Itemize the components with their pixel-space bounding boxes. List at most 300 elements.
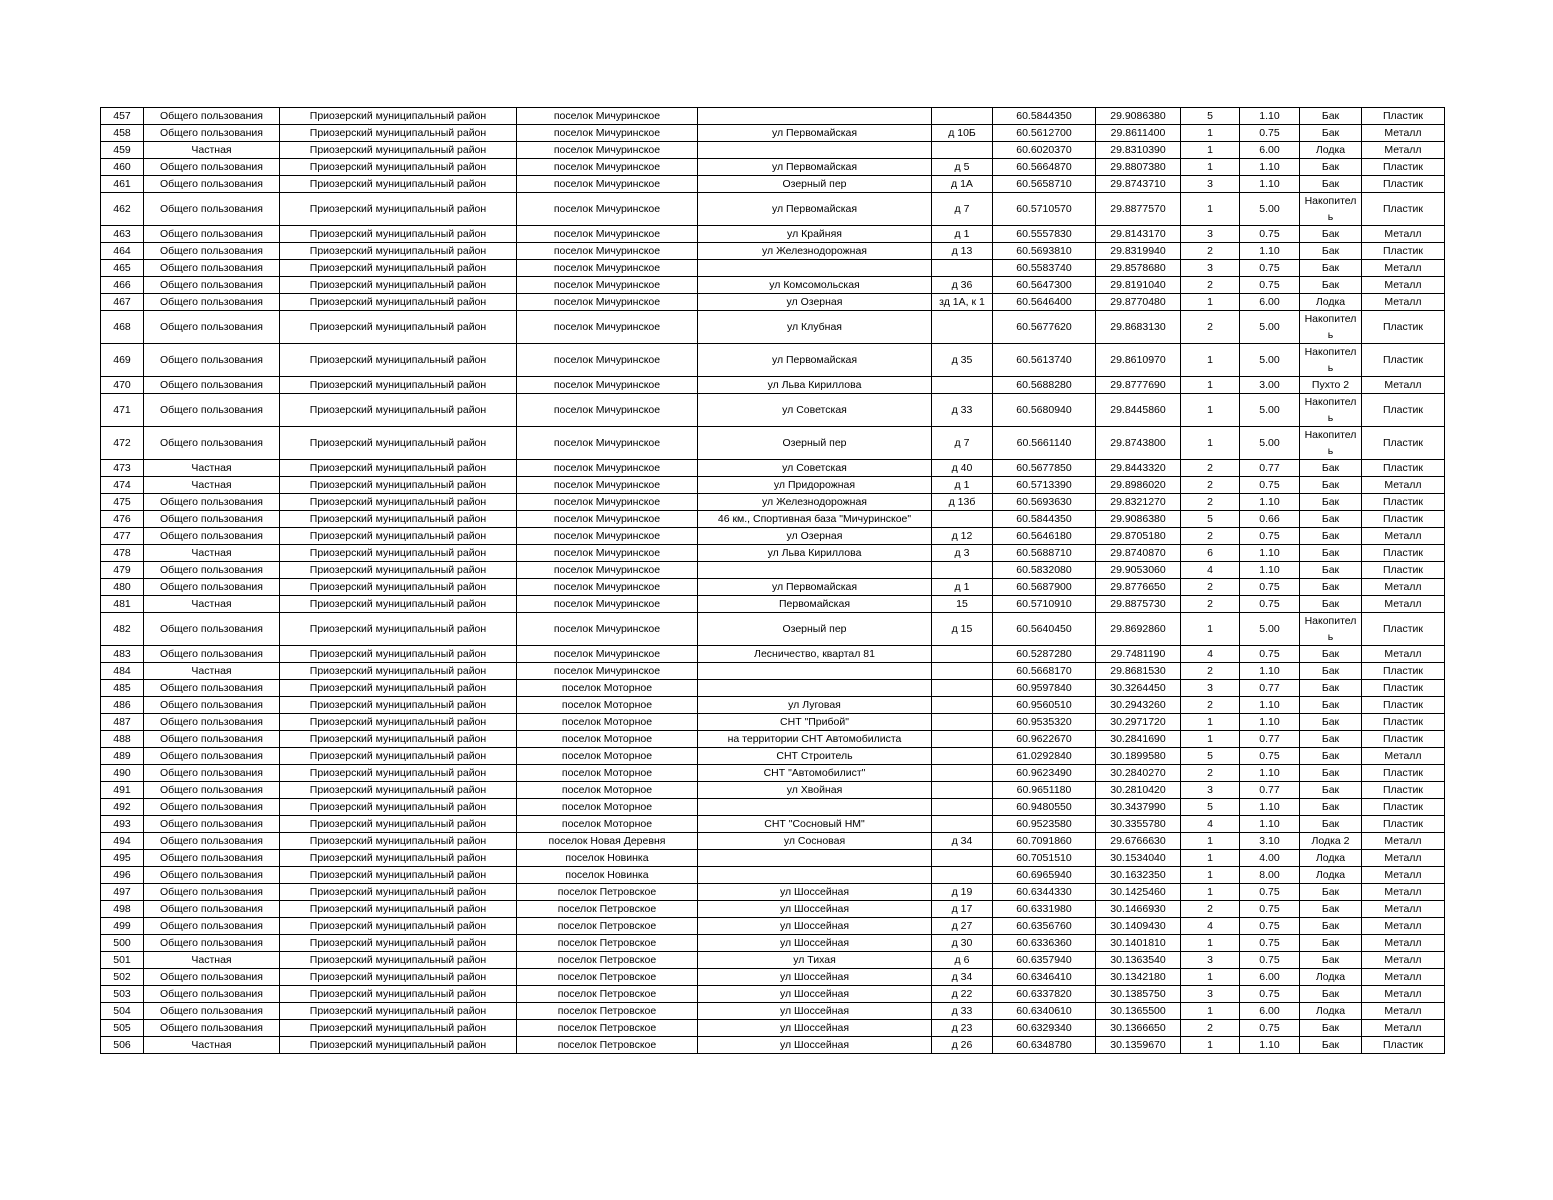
material-cell: Пластик <box>1362 193 1445 226</box>
house-cell: д 36 <box>932 277 993 294</box>
settlement-cell: поселок Мичуринское <box>517 528 698 545</box>
latitude-cell: 60.6344330 <box>993 884 1096 901</box>
row-number: 481 <box>101 596 144 613</box>
longitude-cell: 29.8740870 <box>1096 545 1181 562</box>
container-type-cell: Накопитель <box>1300 193 1362 226</box>
row-number: 461 <box>101 176 144 193</box>
ownership-cell: Общего пользования <box>144 646 280 663</box>
row-number: 479 <box>101 562 144 579</box>
settlement-cell: поселок Петровское <box>517 935 698 952</box>
longitude-cell: 30.2810420 <box>1096 782 1181 799</box>
settlement-cell: поселок Мичуринское <box>517 646 698 663</box>
district-cell: Приозерский муниципальный район <box>280 562 517 579</box>
ownership-cell: Общего пользования <box>144 260 280 277</box>
street-cell: ул Луговая <box>698 697 932 714</box>
longitude-cell: 30.1899580 <box>1096 748 1181 765</box>
ownership-cell: Общего пользования <box>144 969 280 986</box>
district-cell: Приозерский муниципальный район <box>280 952 517 969</box>
district-cell: Приозерский муниципальный район <box>280 277 517 294</box>
row-number: 498 <box>101 901 144 918</box>
latitude-cell: 60.5557830 <box>993 226 1096 243</box>
settlement-cell: поселок Мичуринское <box>517 596 698 613</box>
volume-cell: 5.00 <box>1240 613 1300 646</box>
volume-cell: 1.10 <box>1240 159 1300 176</box>
container-type-cell: Бак <box>1300 731 1362 748</box>
latitude-cell: 60.5677620 <box>993 311 1096 344</box>
ownership-cell: Общего пользования <box>144 901 280 918</box>
material-cell: Металл <box>1362 528 1445 545</box>
longitude-cell: 30.1363540 <box>1096 952 1181 969</box>
container-count-cell: 3 <box>1181 782 1240 799</box>
table-row <box>101 511 1445 528</box>
row-number: 462 <box>101 193 144 226</box>
material-cell: Металл <box>1362 748 1445 765</box>
district-cell: Приозерский муниципальный район <box>280 176 517 193</box>
row-number: 485 <box>101 680 144 697</box>
street-cell: ул Льва Кириллова <box>698 545 932 562</box>
ownership-cell: Общего пользования <box>144 986 280 1003</box>
house-cell: д 15 <box>932 613 993 646</box>
street-cell: ул Первомайская <box>698 344 932 377</box>
district-cell: Приозерский муниципальный район <box>280 935 517 952</box>
district-cell: Приозерский муниципальный район <box>280 427 517 460</box>
settlement-cell: поселок Новинка <box>517 850 698 867</box>
material-cell: Металл <box>1362 294 1445 311</box>
district-cell: Приозерский муниципальный район <box>280 884 517 901</box>
district-cell: Приозерский муниципальный район <box>280 918 517 935</box>
row-number: 495 <box>101 850 144 867</box>
settlement-cell: поселок Мичуринское <box>517 142 698 159</box>
row-number: 501 <box>101 952 144 969</box>
longitude-cell: 30.1366650 <box>1096 1020 1181 1037</box>
district-cell: Приозерский муниципальный район <box>280 816 517 833</box>
street-cell: ул Железнодорожная <box>698 243 932 260</box>
volume-cell: 0.75 <box>1240 748 1300 765</box>
table-row <box>101 579 1445 596</box>
container-type-cell: Бак <box>1300 646 1362 663</box>
longitude-cell: 29.8611400 <box>1096 125 1181 142</box>
table-row <box>101 545 1445 562</box>
row-number: 474 <box>101 477 144 494</box>
settlement-cell: поселок Мичуринское <box>517 176 698 193</box>
volume-cell: 0.75 <box>1240 528 1300 545</box>
street-cell: на территории СНТ Автомобилиста <box>698 731 932 748</box>
latitude-cell: 60.5688710 <box>993 545 1096 562</box>
street-cell: ул Первомайская <box>698 579 932 596</box>
container-count-cell: 1 <box>1181 1003 1240 1020</box>
container-count-cell: 1 <box>1181 159 1240 176</box>
ownership-cell: Общего пользования <box>144 579 280 596</box>
table-row <box>101 142 1445 159</box>
longitude-cell: 29.8743710 <box>1096 176 1181 193</box>
row-number: 483 <box>101 646 144 663</box>
district-cell: Приозерский муниципальный район <box>280 782 517 799</box>
street-cell <box>698 663 932 680</box>
container-count-cell: 1 <box>1181 427 1240 460</box>
house-cell <box>932 646 993 663</box>
longitude-cell: 30.1534040 <box>1096 850 1181 867</box>
material-cell: Пластик <box>1362 243 1445 260</box>
material-cell: Пластик <box>1362 731 1445 748</box>
house-cell <box>932 765 993 782</box>
house-cell: д 7 <box>932 427 993 460</box>
material-cell: Пластик <box>1362 176 1445 193</box>
table-row <box>101 394 1445 427</box>
street-cell: ул Хвойная <box>698 782 932 799</box>
table-row <box>101 901 1445 918</box>
settlement-cell: поселок Моторное <box>517 799 698 816</box>
latitude-cell: 60.7051510 <box>993 850 1096 867</box>
row-number: 489 <box>101 748 144 765</box>
volume-cell: 1.10 <box>1240 765 1300 782</box>
volume-cell: 0.75 <box>1240 579 1300 596</box>
house-cell: д 5 <box>932 159 993 176</box>
volume-cell: 1.10 <box>1240 714 1300 731</box>
ownership-cell: Общего пользования <box>144 714 280 731</box>
row-number: 463 <box>101 226 144 243</box>
container-type-cell: Бак <box>1300 226 1362 243</box>
latitude-cell: 60.9480550 <box>993 799 1096 816</box>
street-cell <box>698 562 932 579</box>
table-row <box>101 969 1445 986</box>
table-row <box>101 935 1445 952</box>
container-type-cell: Бак <box>1300 511 1362 528</box>
container-type-cell: Накопитель <box>1300 427 1362 460</box>
settlement-cell: поселок Новая Деревня <box>517 833 698 850</box>
latitude-cell: 60.6340610 <box>993 1003 1096 1020</box>
latitude-cell: 60.9560510 <box>993 697 1096 714</box>
table-row <box>101 125 1445 142</box>
container-type-cell: Бак <box>1300 680 1362 697</box>
volume-cell: 6.00 <box>1240 294 1300 311</box>
table-row <box>101 193 1445 226</box>
longitude-cell: 29.8692860 <box>1096 613 1181 646</box>
container-type-cell: Бак <box>1300 697 1362 714</box>
row-number: 469 <box>101 344 144 377</box>
table-row <box>101 646 1445 663</box>
container-type-cell: Бак <box>1300 782 1362 799</box>
container-count-cell: 1 <box>1181 935 1240 952</box>
container-count-cell: 2 <box>1181 311 1240 344</box>
ownership-cell: Общего пользования <box>144 935 280 952</box>
settlement-cell: поселок Моторное <box>517 697 698 714</box>
house-cell: д 13 <box>932 243 993 260</box>
container-count-cell: 2 <box>1181 901 1240 918</box>
container-count-cell: 1 <box>1181 731 1240 748</box>
material-cell: Металл <box>1362 596 1445 613</box>
settlement-cell: поселок Мичуринское <box>517 260 698 277</box>
longitude-cell: 29.8310390 <box>1096 142 1181 159</box>
street-cell: 46 км., Спортивная база "Мичуринское" <box>698 511 932 528</box>
district-cell: Приозерский муниципальный район <box>280 833 517 850</box>
volume-cell: 1.10 <box>1240 663 1300 680</box>
table-row <box>101 867 1445 884</box>
container-count-cell: 2 <box>1181 494 1240 511</box>
container-type-cell: Накопитель <box>1300 344 1362 377</box>
ownership-cell: Общего пользования <box>144 833 280 850</box>
longitude-cell: 30.3355780 <box>1096 816 1181 833</box>
table-row <box>101 477 1445 494</box>
house-cell <box>932 714 993 731</box>
container-count-cell: 3 <box>1181 260 1240 277</box>
table-row <box>101 176 1445 193</box>
row-number: 459 <box>101 142 144 159</box>
ownership-cell: Общего пользования <box>144 1003 280 1020</box>
volume-cell: 3.10 <box>1240 833 1300 850</box>
latitude-cell: 60.5713390 <box>993 477 1096 494</box>
container-count-cell: 2 <box>1181 663 1240 680</box>
volume-cell: 0.75 <box>1240 952 1300 969</box>
table-row <box>101 562 1445 579</box>
longitude-cell: 30.1401810 <box>1096 935 1181 952</box>
container-type-cell: Бак <box>1300 528 1362 545</box>
latitude-cell: 60.5640450 <box>993 613 1096 646</box>
street-cell: ул Придорожная <box>698 477 932 494</box>
material-cell: Пластик <box>1362 545 1445 562</box>
row-number: 457 <box>101 108 144 125</box>
material-cell: Металл <box>1362 850 1445 867</box>
material-cell: Пластик <box>1362 394 1445 427</box>
volume-cell: 0.66 <box>1240 511 1300 528</box>
street-cell: СНТ "Автомобилист" <box>698 765 932 782</box>
ownership-cell: Общего пользования <box>144 311 280 344</box>
house-cell: д 7 <box>932 193 993 226</box>
container-count-cell: 1 <box>1181 833 1240 850</box>
volume-cell: 0.75 <box>1240 277 1300 294</box>
container-type-cell: Лодка <box>1300 294 1362 311</box>
row-number: 471 <box>101 394 144 427</box>
district-cell: Приозерский муниципальный район <box>280 765 517 782</box>
street-cell: СНТ Строитель <box>698 748 932 765</box>
volume-cell: 1.10 <box>1240 816 1300 833</box>
ownership-cell: Общего пользования <box>144 562 280 579</box>
table-row <box>101 1037 1445 1054</box>
longitude-cell: 29.6766630 <box>1096 833 1181 850</box>
container-type-cell: Лодка <box>1300 969 1362 986</box>
settlement-cell: поселок Мичуринское <box>517 427 698 460</box>
container-type-cell: Бак <box>1300 952 1362 969</box>
house-cell: зд 1А, к 1 <box>932 294 993 311</box>
street-cell: Лесничество, квартал 81 <box>698 646 932 663</box>
longitude-cell: 29.9086380 <box>1096 511 1181 528</box>
district-cell: Приозерский муниципальный район <box>280 1037 517 1054</box>
volume-cell: 0.75 <box>1240 1020 1300 1037</box>
settlement-cell: поселок Мичуринское <box>517 579 698 596</box>
settlement-cell: поселок Петровское <box>517 918 698 935</box>
house-cell: д 23 <box>932 1020 993 1037</box>
ownership-cell: Общего пользования <box>144 867 280 884</box>
container-count-cell: 1 <box>1181 884 1240 901</box>
longitude-cell: 30.1409430 <box>1096 918 1181 935</box>
latitude-cell: 60.5583740 <box>993 260 1096 277</box>
settlement-cell: поселок Моторное <box>517 782 698 799</box>
container-count-cell: 1 <box>1181 344 1240 377</box>
material-cell: Металл <box>1362 986 1445 1003</box>
table-row <box>101 427 1445 460</box>
latitude-cell: 60.5710910 <box>993 596 1096 613</box>
longitude-cell: 30.2840270 <box>1096 765 1181 782</box>
container-count-cell: 1 <box>1181 394 1240 427</box>
material-cell: Пластик <box>1362 460 1445 477</box>
settlement-cell: поселок Мичуринское <box>517 511 698 528</box>
house-cell <box>932 850 993 867</box>
material-cell: Пластик <box>1362 1037 1445 1054</box>
volume-cell: 0.75 <box>1240 935 1300 952</box>
registry-table <box>100 107 1445 1054</box>
ownership-cell: Частная <box>144 460 280 477</box>
longitude-cell: 29.9086380 <box>1096 108 1181 125</box>
settlement-cell: поселок Петровское <box>517 884 698 901</box>
table-row <box>101 1020 1445 1037</box>
longitude-cell: 29.8321270 <box>1096 494 1181 511</box>
settlement-cell: поселок Мичуринское <box>517 545 698 562</box>
ownership-cell: Общего пользования <box>144 377 280 394</box>
volume-cell: 3.00 <box>1240 377 1300 394</box>
ownership-cell: Общего пользования <box>144 159 280 176</box>
longitude-cell: 29.8776650 <box>1096 579 1181 596</box>
district-cell: Приозерский муниципальный район <box>280 748 517 765</box>
container-type-cell: Бак <box>1300 816 1362 833</box>
container-type-cell: Бак <box>1300 494 1362 511</box>
container-count-cell: 5 <box>1181 511 1240 528</box>
row-number: 467 <box>101 294 144 311</box>
settlement-cell: поселок Мичуринское <box>517 477 698 494</box>
volume-cell: 0.75 <box>1240 901 1300 918</box>
ownership-cell: Общего пользования <box>144 494 280 511</box>
volume-cell: 0.75 <box>1240 884 1300 901</box>
latitude-cell: 60.6346410 <box>993 969 1096 986</box>
latitude-cell: 60.5646180 <box>993 528 1096 545</box>
settlement-cell: поселок Мичуринское <box>517 108 698 125</box>
table-row <box>101 277 1445 294</box>
longitude-cell: 29.8875730 <box>1096 596 1181 613</box>
latitude-cell: 60.5287280 <box>993 646 1096 663</box>
table-row <box>101 294 1445 311</box>
row-number: 475 <box>101 494 144 511</box>
container-count-cell: 3 <box>1181 986 1240 1003</box>
container-count-cell: 1 <box>1181 867 1240 884</box>
container-type-cell: Бак <box>1300 108 1362 125</box>
ownership-cell: Общего пользования <box>144 765 280 782</box>
material-cell: Пластик <box>1362 714 1445 731</box>
material-cell: Пластик <box>1362 108 1445 125</box>
house-cell: д 30 <box>932 935 993 952</box>
container-count-cell: 4 <box>1181 918 1240 935</box>
volume-cell: 5.00 <box>1240 344 1300 377</box>
latitude-cell: 60.9651180 <box>993 782 1096 799</box>
district-cell: Приозерский муниципальный район <box>280 986 517 1003</box>
longitude-cell: 30.1466930 <box>1096 901 1181 918</box>
ownership-cell: Общего пользования <box>144 243 280 260</box>
street-cell: СНТ "Сосновый НМ" <box>698 816 932 833</box>
longitude-cell: 29.8807380 <box>1096 159 1181 176</box>
settlement-cell: поселок Мичуринское <box>517 193 698 226</box>
latitude-cell: 60.5710570 <box>993 193 1096 226</box>
material-cell: Металл <box>1362 260 1445 277</box>
house-cell: д 19 <box>932 884 993 901</box>
table-body <box>101 108 1445 1054</box>
container-type-cell: Лодка <box>1300 867 1362 884</box>
street-cell <box>698 260 932 277</box>
volume-cell: 6.00 <box>1240 1003 1300 1020</box>
house-cell <box>932 680 993 697</box>
settlement-cell: поселок Мичуринское <box>517 663 698 680</box>
container-type-cell: Накопитель <box>1300 311 1362 344</box>
latitude-cell: 60.6020370 <box>993 142 1096 159</box>
street-cell: ул Первомайская <box>698 125 932 142</box>
district-cell: Приозерский муниципальный район <box>280 714 517 731</box>
latitude-cell: 60.6337820 <box>993 986 1096 1003</box>
house-cell: д 33 <box>932 394 993 427</box>
settlement-cell: поселок Мичуринское <box>517 294 698 311</box>
table-row <box>101 663 1445 680</box>
volume-cell: 5.00 <box>1240 311 1300 344</box>
house-cell <box>932 799 993 816</box>
volume-cell: 1.10 <box>1240 545 1300 562</box>
container-count-cell: 1 <box>1181 1037 1240 1054</box>
material-cell: Пластик <box>1362 613 1445 646</box>
latitude-cell: 60.9523580 <box>993 816 1096 833</box>
container-count-cell: 1 <box>1181 714 1240 731</box>
district-cell: Приозерский муниципальный район <box>280 142 517 159</box>
house-cell: д 1 <box>932 579 993 596</box>
volume-cell: 0.77 <box>1240 782 1300 799</box>
district-cell: Приозерский муниципальный район <box>280 528 517 545</box>
house-cell <box>932 748 993 765</box>
district-cell: Приозерский муниципальный район <box>280 226 517 243</box>
house-cell: д 1 <box>932 477 993 494</box>
longitude-cell: 29.8610970 <box>1096 344 1181 377</box>
house-cell <box>932 782 993 799</box>
house-cell: д 34 <box>932 833 993 850</box>
street-cell: ул Шоссейная <box>698 1020 932 1037</box>
district-cell: Приозерский муниципальный район <box>280 344 517 377</box>
ownership-cell: Частная <box>144 477 280 494</box>
material-cell: Пластик <box>1362 782 1445 799</box>
street-cell: ул Шоссейная <box>698 969 932 986</box>
container-count-cell: 5 <box>1181 748 1240 765</box>
ownership-cell: Общего пользования <box>144 294 280 311</box>
ownership-cell: Общего пользования <box>144 731 280 748</box>
ownership-cell: Общего пользования <box>144 193 280 226</box>
container-count-cell: 3 <box>1181 952 1240 969</box>
container-type-cell: Бак <box>1300 765 1362 782</box>
settlement-cell: поселок Мичуринское <box>517 277 698 294</box>
material-cell: Металл <box>1362 935 1445 952</box>
district-cell: Приозерский муниципальный район <box>280 193 517 226</box>
container-type-cell: Лодка <box>1300 1003 1362 1020</box>
house-cell <box>932 562 993 579</box>
district-cell: Приозерский муниципальный район <box>280 159 517 176</box>
table-row <box>101 782 1445 799</box>
ownership-cell: Общего пользования <box>144 850 280 867</box>
district-cell: Приозерский муниципальный район <box>280 680 517 697</box>
container-type-cell: Накопитель <box>1300 394 1362 427</box>
house-cell: д 12 <box>932 528 993 545</box>
row-number: 466 <box>101 277 144 294</box>
house-cell <box>932 377 993 394</box>
house-cell: д 34 <box>932 969 993 986</box>
longitude-cell: 29.8777690 <box>1096 377 1181 394</box>
ownership-cell: Общего пользования <box>144 427 280 460</box>
house-cell: д 33 <box>932 1003 993 1020</box>
container-count-cell: 3 <box>1181 226 1240 243</box>
row-number: 468 <box>101 311 144 344</box>
container-count-cell: 1 <box>1181 850 1240 867</box>
container-count-cell: 2 <box>1181 697 1240 714</box>
latitude-cell: 60.5844350 <box>993 511 1096 528</box>
district-cell: Приозерский муниципальный район <box>280 477 517 494</box>
